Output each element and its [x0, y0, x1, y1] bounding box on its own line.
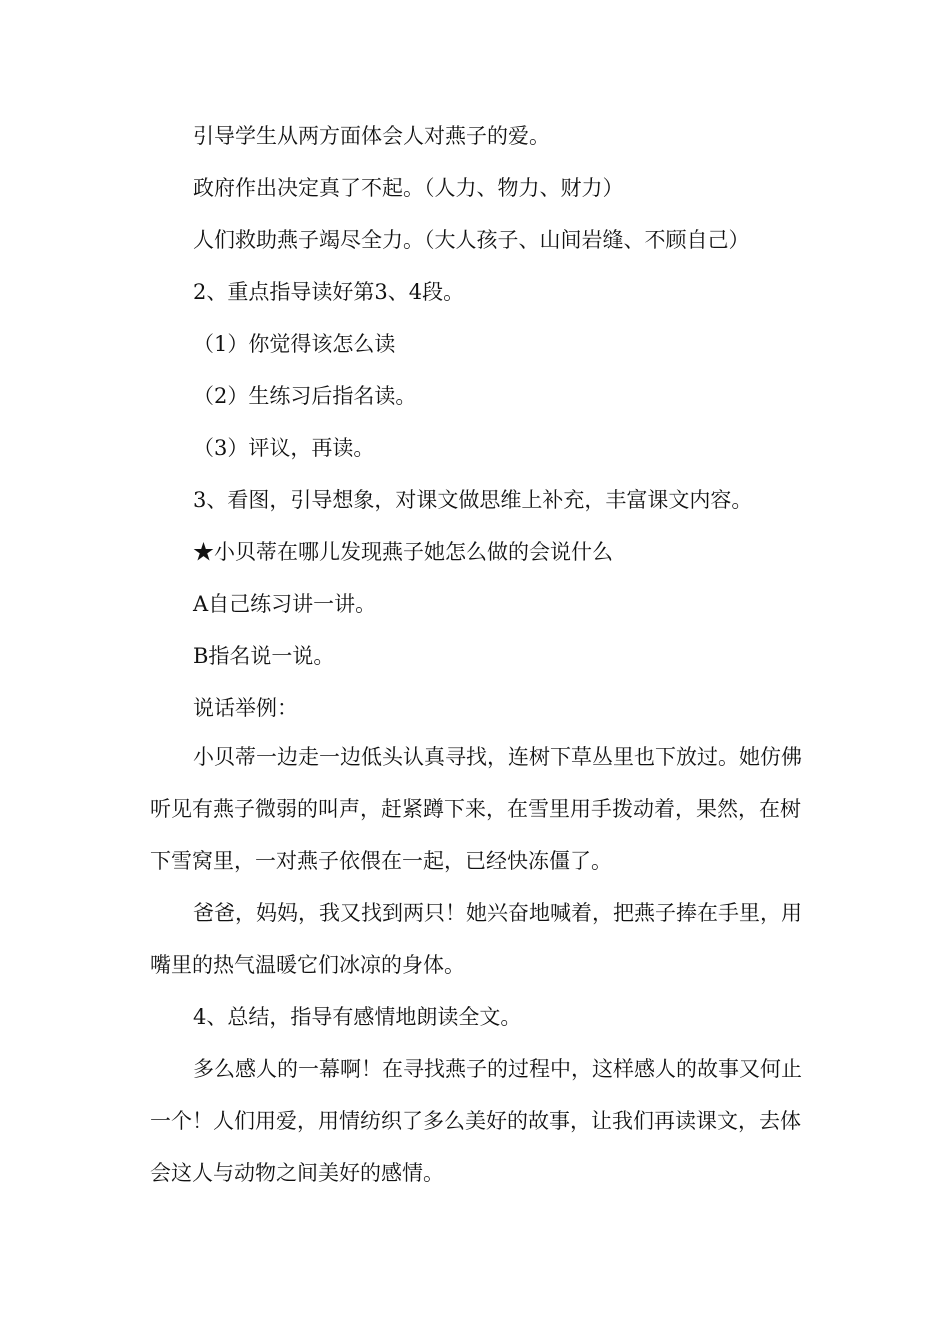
paragraph-16: 多么感人的一幕啊！在寻找燕子的过程中，这样感人的故事又何止一个！人们用爱，用情纺织了多么美好的故事，让我们再读课文，去体会这人与动物之间美好的感情。: [150, 1057, 802, 1185]
paragraph-4: 2、重点指导读好第3、4段。: [193, 280, 465, 304]
paragraph-15: 4、总结，指导有感情地朗读全文。: [193, 1005, 522, 1029]
paragraph-6: （2）生练习后指名读。: [193, 384, 417, 408]
paragraph-1: 引导学生从两方面体会人对燕子的爱。: [193, 124, 550, 148]
paragraph-9: ★小贝蒂在哪儿发现燕子她怎么做的会说什么: [193, 540, 613, 564]
paragraph-3: 人们救助燕子竭尽全力。（大人孩子、山间岩缝、不顾自己）: [193, 228, 750, 252]
paragraph-7: （3）评议，再读。: [193, 436, 375, 460]
paragraph-14: 爸爸，妈妈，我又找到两只！她兴奋地喊着，把燕子捧在手里，用嘴里的热气温暖它们冰凉的身体。: [150, 901, 802, 977]
paragraph-13: 小贝蒂一边走一边低头认真寻找，连树下草丛里也下放过。她仿佛听见有燕子微弱的叫声，赶紧蹲下来，在雪里用手拨动着，果然，在树下雪窝里，一对燕子依偎在一起，已经快冻僵了。: [150, 745, 802, 873]
paragraph-10: A自己练习讲一讲。: [193, 592, 377, 616]
paragraph-11: B指名说一说。: [193, 644, 335, 668]
paragraph-5: （1）你觉得该怎么读: [193, 332, 396, 356]
paragraph-8: 3、看图，引导想象，对课文做思维上补充，丰富课文内容。: [193, 488, 753, 512]
paragraph-12: 说话举例：: [193, 696, 298, 720]
paragraph-2: 政府作出决定真了不起。（人力、物力、财力）: [193, 176, 624, 200]
